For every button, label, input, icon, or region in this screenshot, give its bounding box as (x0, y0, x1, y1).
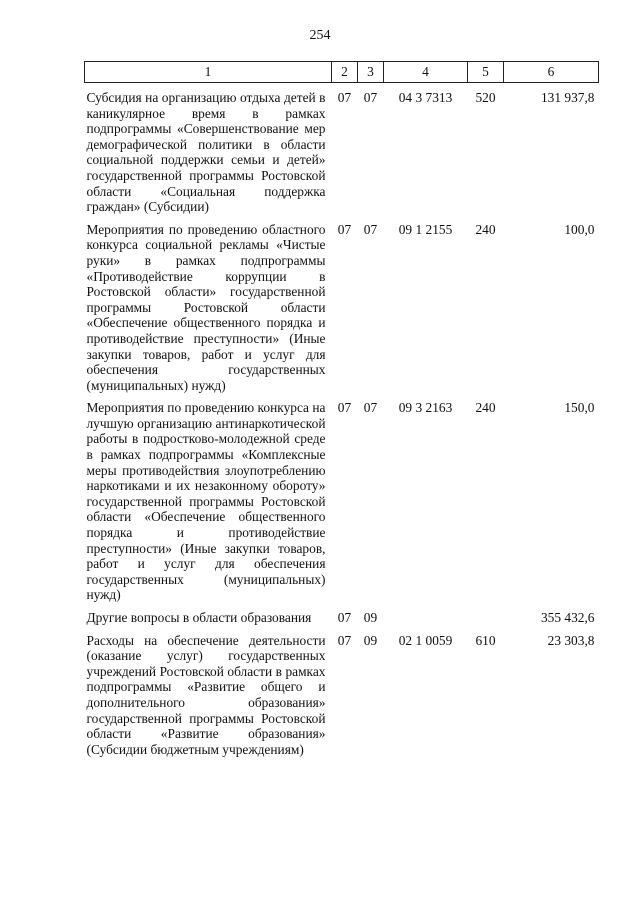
row-name: Мероприятия по проведению конкурса на лучшую организацию антинаркотической работы в подростково-молодежной среде в рамках подпрограммы «Комплексные меры противодействия злоупотреблению наркотиками и их незаконному обороту» государственной программы Ростовской области «Обеспечение общественного порядка и противодействие преступности» (Иные закупки товаров, работ и услуг для обеспечения государственных (муниципальных) нужд) (86, 400, 326, 603)
budget-table (84, 61, 599, 757)
row-amount: 355 432,6 (540, 610, 595, 625)
header-col-1: 1 (85, 62, 332, 83)
table-row (85, 222, 599, 394)
row-section: 07 (337, 221, 352, 237)
row-target-code (384, 610, 468, 626)
table-row (85, 633, 599, 758)
header-col-5: 5 (468, 62, 504, 83)
header-row (85, 62, 599, 83)
table-row (85, 610, 599, 626)
row-name: Мероприятия по проведению областного конкурса социальной рекламы «Чистые руки» в рамках подпрограммы «Противодействие коррупции в Ростовской области» государственной программы Ростовской области «Обеспечение общественного порядка и противодействие преступности» (Иные закупки товаров, работ и услуг для обеспечения государственных (муниципальных) нужд) (86, 221, 326, 393)
row-expense-type: 520 (475, 90, 496, 105)
row-expense-type: 610 (475, 632, 496, 648)
row-subsection: 07 (363, 90, 378, 105)
row-subsection: 07 (363, 221, 378, 237)
row-expense-type: 240 (475, 221, 496, 237)
row-target-code: 04 3 7313 (398, 90, 453, 105)
table-header (85, 62, 599, 83)
row-amount: 23 303,8 (547, 632, 595, 648)
row-name: Расходы на обеспечение деятельности (оказание услуг) государственных учреждений Ростовской области в рамках подпрограммы «Развитие общего и дополнительного образования» государственной программы Ростовской области «Развитие образования» (Субсидии бюджетным учреждениям) (86, 632, 326, 757)
row-amount: 131 937,8 (540, 90, 595, 105)
header-col-3: 3 (358, 62, 384, 83)
header-col-6: 6 (504, 62, 599, 83)
header-col-4: 4 (384, 62, 468, 83)
table-row (85, 90, 599, 215)
page-number: 254 (309, 28, 331, 43)
row-section: 07 (337, 632, 352, 648)
row-amount: 150,0 (564, 400, 595, 416)
row-section: 07 (337, 400, 352, 416)
row-target-code: 09 1 2155 (398, 221, 453, 237)
row-expense-type: 240 (475, 400, 496, 416)
row-name: Другие вопросы в области образования (86, 610, 312, 625)
row-target-code: 02 1 0059 (398, 632, 453, 648)
table-body (85, 83, 599, 758)
row-subsection: 09 (363, 632, 378, 648)
table-row (85, 400, 599, 603)
header-col-2: 2 (332, 62, 358, 83)
row-section: 07 (337, 90, 352, 105)
row-expense-type (468, 610, 504, 626)
row-target-code: 09 3 2163 (398, 400, 453, 416)
row-subsection: 09 (363, 610, 378, 625)
row-subsection: 07 (363, 400, 378, 416)
row-amount: 100,0 (564, 221, 595, 237)
row-name: Субсидия на организацию отдыха детей в каникулярное время в рамках подпрограммы «Совершенствование мер демографической политики в области социальной поддержки семьи и детей» государственной программы Ростовской области «Социальная поддержка граждан» (Субсидии) (86, 90, 326, 215)
row-section: 07 (337, 610, 352, 625)
